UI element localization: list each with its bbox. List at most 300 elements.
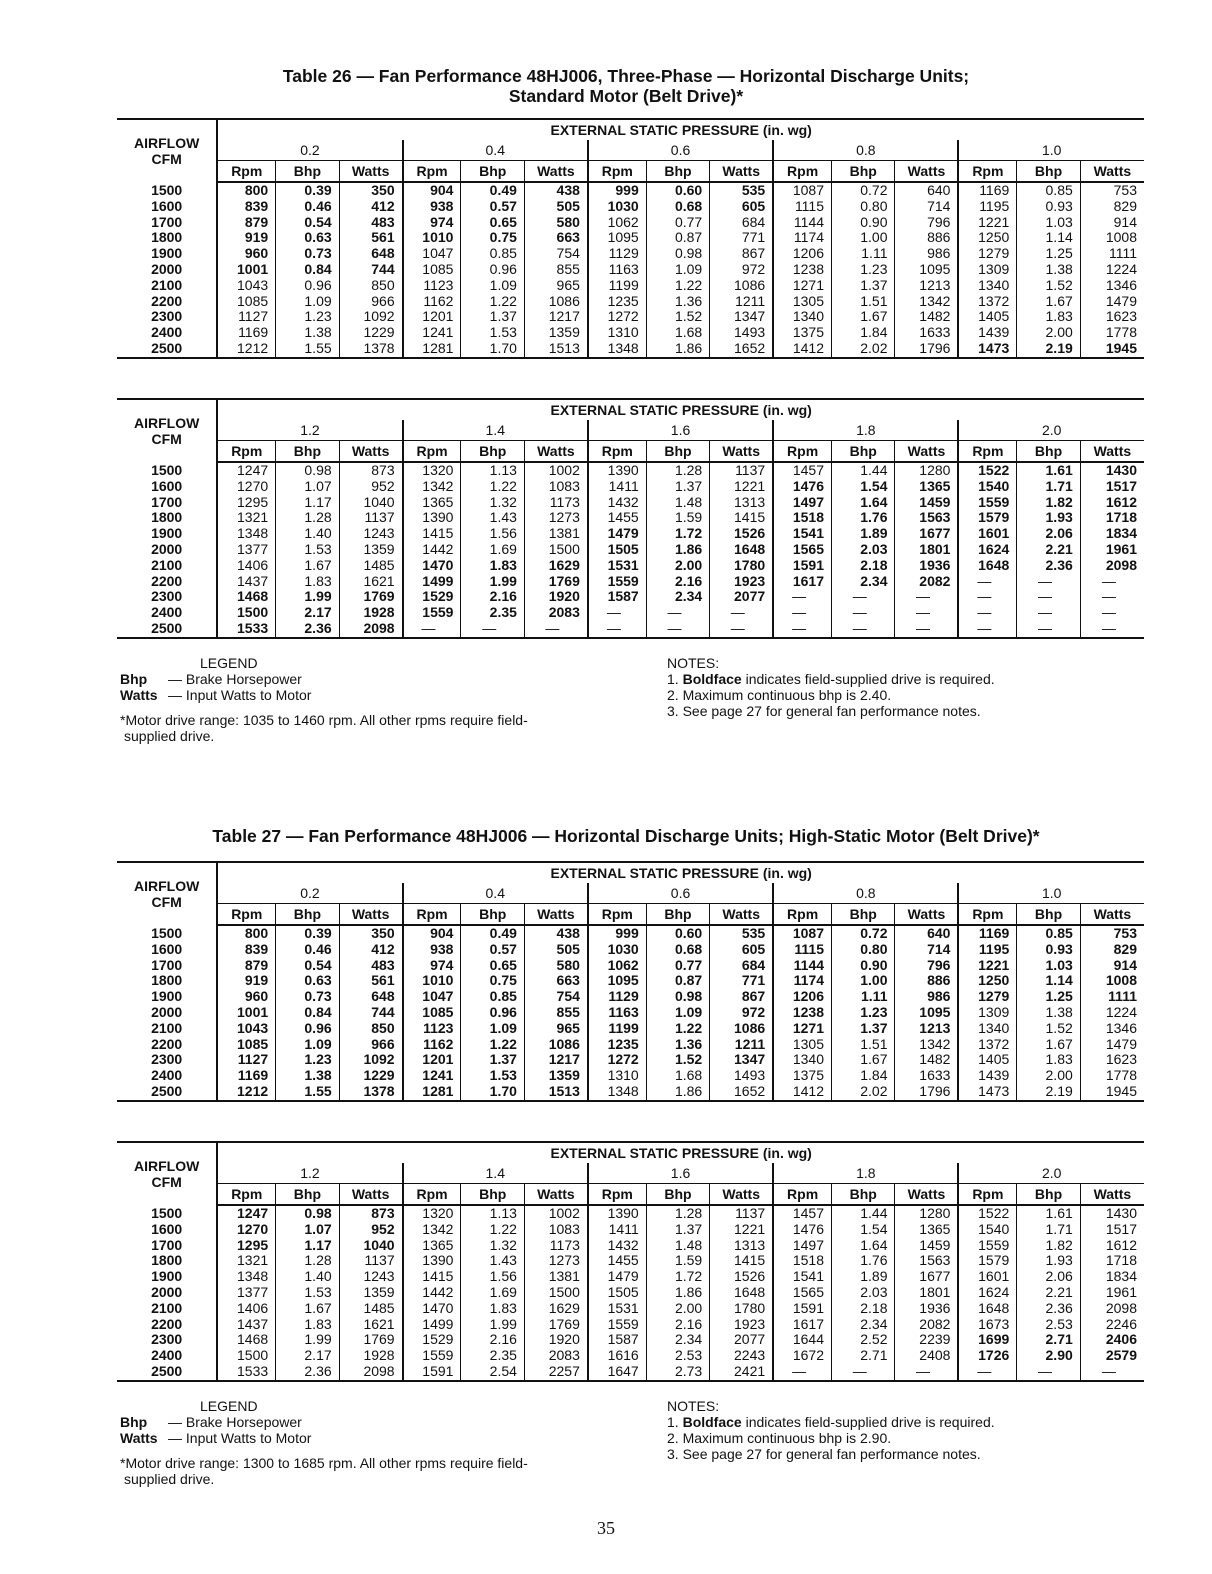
value-cell: 1624: [958, 542, 1016, 558]
value-cell: 684: [710, 215, 773, 231]
value-cell: 1499: [403, 574, 461, 590]
table-row: [117, 462, 1144, 479]
value-cell: 1365: [403, 1238, 461, 1254]
value-cell: 1617: [773, 574, 831, 590]
value-cell: 1348: [588, 341, 646, 358]
value-cell: —: [773, 605, 831, 621]
value-cell: 829: [1080, 942, 1144, 958]
value-cell: —: [1080, 589, 1144, 605]
value-cell: 0.68: [646, 942, 709, 958]
value-cell: 1279: [958, 246, 1016, 262]
pressure-header: 0.4: [403, 883, 588, 904]
value-cell: 1162: [403, 1037, 461, 1053]
value-cell: 2.06: [1017, 1269, 1080, 1285]
value-cell: 952: [339, 479, 402, 495]
value-cell: 1533: [217, 621, 275, 638]
value-cell: 1.72: [646, 526, 709, 542]
value-cell: 1.83: [1017, 1052, 1080, 1068]
value-cell: 1.67: [832, 1052, 895, 1068]
value-cell: 2421: [710, 1364, 773, 1381]
value-cell: 1174: [773, 973, 831, 989]
value-cell: 850: [339, 278, 402, 294]
column-header: Watts: [1080, 1184, 1144, 1206]
value-cell: 1559: [403, 1348, 461, 1364]
value-cell: 753: [1080, 925, 1144, 942]
notes-heading: NOTES:: [667, 655, 720, 671]
value-cell: 1405: [958, 1052, 1016, 1068]
value-cell: 1040: [339, 1238, 402, 1254]
value-cell: 1432: [588, 1238, 646, 1254]
cfm-cell: 1600: [151, 197, 183, 214]
column-header: Watts: [1080, 161, 1144, 183]
table-row: [117, 1332, 1144, 1348]
value-cell: 1518: [773, 510, 831, 526]
column-header: Bhp: [276, 904, 339, 926]
value-cell: 1565: [773, 1285, 831, 1301]
value-cell: —: [832, 605, 895, 621]
value-cell: 1.76: [832, 510, 895, 526]
value-cell: 2.36: [276, 621, 339, 638]
cfm-cell: 2200: [151, 292, 183, 309]
column-header: Rpm: [403, 161, 461, 183]
value-cell: 886: [895, 973, 958, 989]
value-cell: 999: [588, 182, 646, 199]
value-cell: 663: [524, 973, 587, 989]
table-row: [117, 294, 1144, 310]
value-cell: 1647: [588, 1364, 646, 1381]
value-cell: 1.07: [276, 479, 339, 495]
value-cell: 640: [895, 925, 958, 942]
value-cell: 0.60: [646, 925, 709, 942]
cfm-cell: 1600: [151, 1220, 183, 1237]
value-cell: 1442: [403, 542, 461, 558]
value-cell: 1221: [710, 479, 773, 495]
value-cell: 2.34: [832, 1317, 895, 1333]
value-cell: 1476: [773, 1222, 831, 1238]
value-cell: 1271: [773, 1021, 831, 1037]
value-cell: 1493: [710, 1068, 773, 1084]
value-cell: 1043: [217, 1021, 275, 1037]
value-cell: 1.99: [461, 574, 524, 590]
value-cell: 2.19: [1017, 1084, 1080, 1101]
value-cell: 1359: [339, 1285, 402, 1301]
value-cell: 1.69: [461, 1285, 524, 1301]
value-cell: 1439: [958, 1068, 1016, 1084]
value-cell: 1.82: [1017, 495, 1080, 511]
cfm-label: CFM: [151, 431, 182, 447]
value-cell: —: [773, 1364, 831, 1381]
pressure-header: 1.4: [403, 420, 588, 441]
value-cell: 1928: [339, 605, 402, 621]
column-header: Rpm: [217, 1184, 275, 1206]
value-cell: 1.52: [646, 309, 709, 325]
value-cell: 1644: [773, 1332, 831, 1348]
value-cell: 1163: [588, 262, 646, 278]
value-cell: —: [588, 605, 646, 621]
value-cell: 1.54: [832, 1222, 895, 1238]
pressure-header: 0.8: [773, 883, 958, 904]
value-cell: 1513: [524, 341, 587, 358]
table-row: [117, 542, 1144, 558]
value-cell: 850: [339, 1021, 402, 1037]
value-cell: 1517: [1080, 1222, 1144, 1238]
value-cell: 1095: [588, 230, 646, 246]
value-cell: 2098: [1080, 1301, 1144, 1317]
value-cell: —: [1017, 589, 1080, 605]
value-cell: 966: [339, 294, 402, 310]
value-cell: —: [1080, 621, 1144, 638]
value-cell: 0.85: [461, 246, 524, 262]
value-cell: 1.54: [832, 479, 895, 495]
value-cell: —: [958, 621, 1016, 638]
value-cell: 1.38: [276, 325, 339, 341]
value-cell: 1.83: [461, 558, 524, 574]
value-cell: 0.96: [461, 262, 524, 278]
value-cell: 1541: [773, 526, 831, 542]
value-cell: 1.00: [832, 230, 895, 246]
value-cell: 1086: [524, 1037, 587, 1053]
value-cell: —: [958, 589, 1016, 605]
value-cell: 1.64: [832, 1238, 895, 1254]
note-1-text: indicates field-supplied drive is required.: [745, 1414, 995, 1430]
value-cell: 1415: [710, 1253, 773, 1269]
value-cell: 1565: [773, 542, 831, 558]
legend-abbr: Bhp: [120, 671, 148, 687]
cfm-cell: 1500: [151, 1204, 183, 1221]
value-cell: 1457: [773, 1205, 831, 1222]
column-header: Bhp: [832, 161, 895, 183]
value-cell: 1591: [773, 558, 831, 574]
value-cell: 753: [1080, 182, 1144, 199]
table-row: [117, 958, 1144, 974]
table-row: [117, 278, 1144, 294]
value-cell: 938: [403, 199, 461, 215]
column-header: Watts: [524, 904, 587, 926]
note-1-bold: Boldface: [682, 1414, 742, 1430]
value-cell: 1365: [895, 479, 958, 495]
value-cell: 1229: [339, 1068, 402, 1084]
value-cell: 1.13: [461, 462, 524, 479]
value-cell: 1390: [588, 462, 646, 479]
value-cell: 1.70: [461, 341, 524, 358]
value-cell: 1796: [895, 341, 958, 358]
value-cell: 1295: [217, 1238, 275, 1254]
value-cell: 1.99: [276, 1332, 339, 1348]
value-cell: 1559: [403, 605, 461, 621]
value-cell: 1.68: [646, 325, 709, 341]
value-cell: 1137: [710, 462, 773, 479]
value-cell: 1.38: [276, 1068, 339, 1084]
external-static-pressure-header: EXTERNAL STATIC PRESSURE (in. wg): [217, 119, 1144, 140]
value-cell: 714: [895, 942, 958, 958]
value-cell: 1095: [588, 973, 646, 989]
pressure-header: 2.0: [958, 420, 1144, 441]
value-cell: 1320: [403, 1205, 461, 1222]
table-row: [117, 230, 1144, 246]
value-cell: 1342: [403, 1222, 461, 1238]
value-cell: 1591: [773, 1301, 831, 1317]
value-cell: 839: [217, 942, 275, 958]
value-cell: 1672: [773, 1348, 831, 1364]
value-cell: 1468: [217, 1332, 275, 1348]
value-cell: 1459: [895, 495, 958, 511]
value-cell: 1.43: [461, 1253, 524, 1269]
value-cell: 744: [339, 262, 402, 278]
value-cell: 904: [403, 925, 461, 942]
value-cell: 986: [895, 246, 958, 262]
value-cell: 1499: [403, 1317, 461, 1333]
value-cell: 1340: [773, 1052, 831, 1068]
value-cell: 1137: [710, 1205, 773, 1222]
value-cell: 1.56: [461, 526, 524, 542]
value-cell: 1411: [588, 479, 646, 495]
value-cell: —: [710, 605, 773, 621]
value-cell: 1280: [895, 462, 958, 479]
value-cell: 1.37: [832, 1021, 895, 1037]
column-header: Watts: [895, 441, 958, 463]
value-cell: 1500: [524, 1285, 587, 1301]
value-cell: 0.85: [1017, 182, 1080, 199]
value-cell: 1834: [1080, 1269, 1144, 1285]
cfm-cell: 1900: [151, 525, 183, 542]
value-cell: 1199: [588, 1021, 646, 1037]
column-header: Bhp: [461, 904, 524, 926]
table-row: [117, 1068, 1144, 1084]
value-cell: 648: [339, 989, 402, 1005]
pressure-header: 0.2: [217, 140, 402, 161]
value-cell: 867: [710, 246, 773, 262]
value-cell: 350: [339, 925, 402, 942]
column-header: Bhp: [276, 1184, 339, 1206]
value-cell: 1406: [217, 558, 275, 574]
value-cell: 1.28: [276, 510, 339, 526]
value-cell: 1412: [773, 341, 831, 358]
column-header: Watts: [895, 161, 958, 183]
value-cell: 1087: [773, 925, 831, 942]
value-cell: 796: [895, 215, 958, 231]
table-row: [117, 1205, 1144, 1222]
value-cell: 2.00: [1017, 325, 1080, 341]
value-cell: 0.87: [646, 230, 709, 246]
legend-item-bhp: [120, 671, 528, 687]
value-cell: 1541: [773, 1269, 831, 1285]
table-row: [117, 925, 1144, 942]
column-header: Bhp: [646, 161, 709, 183]
value-cell: 1083: [524, 479, 587, 495]
column-header: Watts: [710, 904, 773, 926]
column-header: Bhp: [1017, 441, 1080, 463]
value-cell: 1.23: [276, 1052, 339, 1068]
note-1-bold: Boldface: [682, 671, 742, 687]
value-cell: 1002: [524, 1205, 587, 1222]
value-cell: 1163: [588, 1005, 646, 1021]
value-cell: 1522: [958, 1205, 1016, 1222]
value-cell: 1087: [773, 182, 831, 199]
airflow-label: AIRFLOW: [134, 878, 200, 894]
value-cell: 1769: [524, 574, 587, 590]
value-cell: 1002: [524, 462, 587, 479]
value-cell: —: [895, 589, 958, 605]
value-cell: 1279: [958, 989, 1016, 1005]
value-cell: 1439: [958, 325, 1016, 341]
value-cell: 1.09: [646, 262, 709, 278]
value-cell: 873: [339, 1205, 402, 1222]
cfm-cell: 2500: [117, 1084, 217, 1101]
value-cell: 2243: [710, 1348, 773, 1364]
value-cell: 1559: [958, 1238, 1016, 1254]
value-cell: 1587: [588, 1332, 646, 1348]
value-cell: 0.49: [461, 925, 524, 942]
value-cell: 1.36: [646, 294, 709, 310]
value-cell: 1047: [403, 246, 461, 262]
value-cell: 1936: [895, 1301, 958, 1317]
legend-text: — Input Watts to Motor: [168, 687, 312, 703]
external-static-pressure-header: EXTERNAL STATIC PRESSURE (in. wg): [217, 862, 1144, 883]
value-cell: —: [1080, 605, 1144, 621]
value-cell: 1111: [1080, 989, 1144, 1005]
value-cell: 1621: [339, 574, 402, 590]
cfm-cell: 1600: [151, 940, 183, 957]
value-cell: 0.46: [276, 199, 339, 215]
value-cell: 1699: [958, 1332, 1016, 1348]
value-cell: 1531: [588, 558, 646, 574]
value-cell: 1173: [524, 495, 587, 511]
column-header: Watts: [339, 161, 402, 183]
value-cell: 1.28: [646, 1205, 709, 1222]
value-cell: 914: [1080, 215, 1144, 231]
value-cell: 1.59: [646, 510, 709, 526]
value-cell: 0.39: [276, 925, 339, 942]
value-cell: 0.75: [461, 230, 524, 246]
column-header: Watts: [710, 161, 773, 183]
value-cell: 829: [1080, 199, 1144, 215]
value-cell: 1.82: [1017, 1238, 1080, 1254]
cfm-cell: 2300: [151, 1331, 183, 1348]
value-cell: 754: [524, 989, 587, 1005]
value-cell: 561: [339, 230, 402, 246]
value-cell: 1309: [958, 1005, 1016, 1021]
value-cell: 438: [524, 182, 587, 199]
pressure-header: 2.0: [958, 1163, 1144, 1184]
value-cell: 2.53: [646, 1348, 709, 1364]
value-cell: 1342: [895, 1037, 958, 1053]
value-cell: 1.53: [461, 1068, 524, 1084]
value-cell: 1169: [958, 182, 1016, 199]
value-cell: 1347: [710, 1052, 773, 1068]
value-cell: 2.73: [646, 1364, 709, 1381]
value-cell: 505: [524, 942, 587, 958]
value-cell: —: [1017, 574, 1080, 590]
value-cell: 1801: [895, 1285, 958, 1301]
value-cell: 1235: [588, 1037, 646, 1053]
value-cell: —: [773, 621, 831, 638]
value-cell: 1.51: [832, 294, 895, 310]
value-cell: 1.32: [461, 495, 524, 511]
value-cell: 1769: [339, 1332, 402, 1348]
table-row: [117, 1285, 1144, 1301]
value-cell: 0.65: [461, 215, 524, 231]
value-cell: 1008: [1080, 230, 1144, 246]
value-cell: 796: [895, 958, 958, 974]
column-header: Rpm: [773, 161, 831, 183]
value-cell: 0.80: [832, 942, 895, 958]
value-cell: 1250: [958, 973, 1016, 989]
column-header: Rpm: [773, 441, 831, 463]
note-3: 3. See page 27 for general fan performance notes.: [667, 703, 981, 719]
value-cell: 1241: [403, 325, 461, 341]
value-cell: 1280: [895, 1205, 958, 1222]
column-header: Rpm: [403, 1184, 461, 1206]
value-cell: 1479: [1080, 1037, 1144, 1053]
value-cell: 1437: [217, 574, 275, 590]
value-cell: 0.85: [461, 989, 524, 1005]
value-cell: 1092: [339, 309, 402, 325]
value-cell: 974: [403, 958, 461, 974]
cfm-cell: 2300: [151, 1051, 183, 1068]
airflow-cfm-header: [117, 119, 217, 182]
column-header: Rpm: [588, 904, 646, 926]
value-cell: 1579: [958, 510, 1016, 526]
value-cell: 1086: [710, 1021, 773, 1037]
value-cell: 1.83: [276, 574, 339, 590]
value-cell: 1.22: [461, 1037, 524, 1053]
note-3: 3. See page 27 for general fan performance notes.: [667, 1446, 981, 1462]
value-cell: 1479: [588, 526, 646, 542]
value-cell: 1470: [403, 1301, 461, 1317]
value-cell: 2.35: [461, 1348, 524, 1364]
value-cell: 1095: [895, 1005, 958, 1021]
value-cell: 1.44: [832, 1205, 895, 1222]
value-cell: 1390: [403, 1253, 461, 1269]
column-header: Rpm: [588, 1184, 646, 1206]
value-cell: 1533: [217, 1364, 275, 1381]
table-row: [117, 1005, 1144, 1021]
value-cell: 1.11: [832, 989, 895, 1005]
value-cell: 1377: [217, 542, 275, 558]
table-row: [117, 1222, 1144, 1238]
value-cell: 986: [895, 989, 958, 1005]
value-cell: 1.37: [832, 278, 895, 294]
cfm-cell: 2400: [151, 1067, 183, 1084]
value-cell: 919: [217, 230, 275, 246]
value-cell: 412: [339, 942, 402, 958]
value-cell: 0.46: [276, 942, 339, 958]
value-cell: 1617: [773, 1317, 831, 1333]
value-cell: 2077: [710, 1332, 773, 1348]
value-cell: 1313: [710, 1238, 773, 1254]
value-cell: 1.55: [276, 1084, 339, 1101]
value-cell: 1415: [403, 1269, 461, 1285]
column-header: Rpm: [958, 161, 1016, 183]
value-cell: 1834: [1080, 526, 1144, 542]
value-cell: 2083: [524, 605, 587, 621]
value-cell: 1.93: [1017, 510, 1080, 526]
value-cell: 0.93: [1017, 942, 1080, 958]
value-cell: 1629: [524, 1301, 587, 1317]
value-cell: 2077: [710, 589, 773, 605]
value-cell: 1648: [958, 1301, 1016, 1317]
value-cell: 1381: [524, 526, 587, 542]
value-cell: 0.87: [646, 973, 709, 989]
note-1: [667, 1414, 995, 1430]
cfm-cell: 2000: [151, 1283, 183, 1300]
value-cell: 1.72: [646, 1269, 709, 1285]
legend-abbr: Watts: [120, 687, 158, 703]
column-header: Bhp: [646, 904, 709, 926]
value-cell: 0.57: [461, 942, 524, 958]
value-cell: 1.14: [1017, 973, 1080, 989]
value-cell: 663: [524, 230, 587, 246]
